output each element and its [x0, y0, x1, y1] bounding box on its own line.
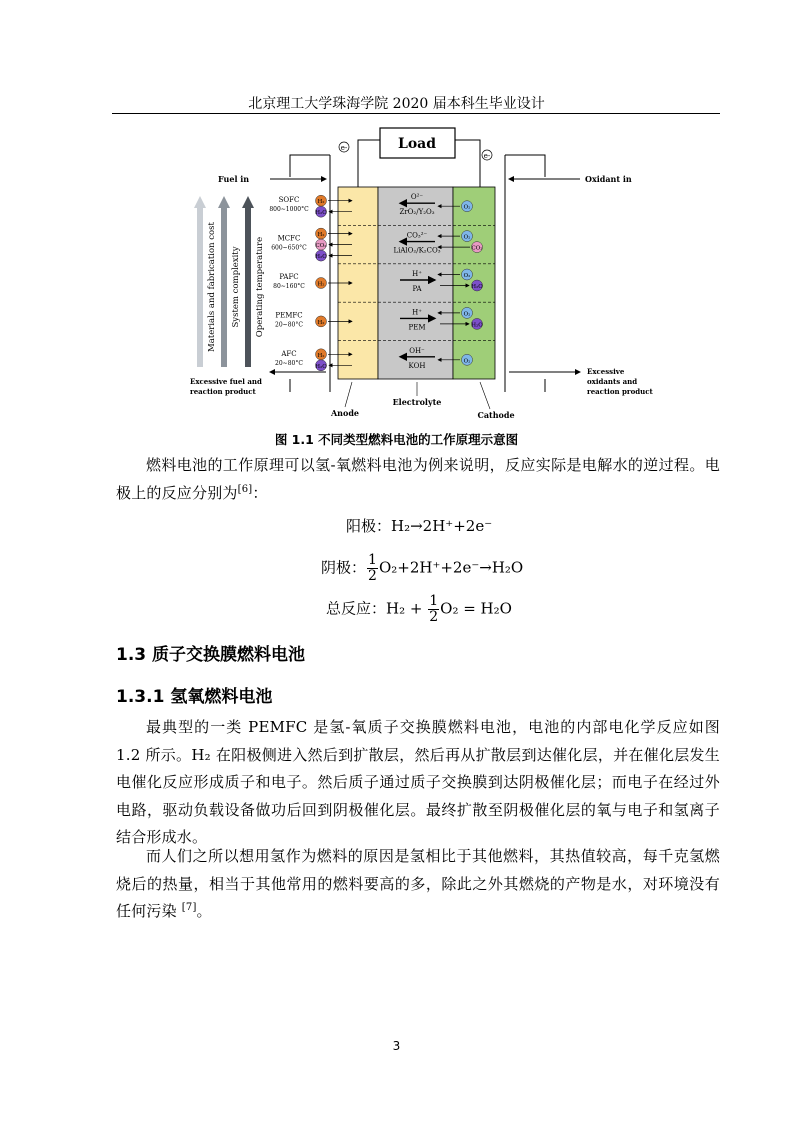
excess-ox-label-2: oxidants and — [587, 377, 638, 386]
trend-arrow-shaft-2 — [245, 207, 251, 367]
cathode-species-label-1-0: O₂ — [463, 234, 471, 241]
trend-arrow-label-1: System complexity — [231, 246, 241, 328]
fraction-half: $\frac{1}{2}$ — [429, 593, 439, 625]
page-header: 北京理工大学珠海学院 2020 届本科生毕业设计 — [248, 96, 545, 112]
cell-electrolyte-4: KOH — [408, 361, 426, 370]
anode-species-label-0-0: H₂ — [317, 199, 325, 206]
trend-arrow-head-1 — [218, 196, 230, 208]
circuit-left — [358, 140, 380, 187]
header-rule — [112, 113, 720, 114]
cell-ion-1: CO₃²⁻ — [406, 231, 428, 240]
equation-anode-expr: H₂→2H⁺+2e⁻ — [391, 517, 493, 535]
anode-species-label-4-1: H₂O — [315, 363, 327, 370]
cell-electrolyte-2: PA — [412, 285, 422, 293]
cell-name-2: PAFC — [279, 273, 299, 281]
housing-right-top — [505, 155, 545, 177]
fraction-half: $\frac{1}{2}$ — [368, 552, 377, 584]
anode-label: Anode — [330, 408, 360, 418]
cell-name-1: MCFC — [277, 234, 301, 243]
paragraph-hydrogen: 而人们之所以想用氢作为燃料的原因是氢相比于其他燃料，其热值较高，每千克氢燃烧后的热量，相当于其他常用的燃料要高的多，除此之外其燃烧的产物是水，对环境没有任何污染 [7]。 — [116, 847, 720, 920]
trend-arrow-head-2 — [242, 196, 254, 208]
section-heading-1-3: 1.3 质子交换膜燃料电池 — [116, 645, 306, 665]
cell-temp-4: 20~80°C — [275, 359, 303, 367]
anode-species-label-2-0: H₂ — [317, 281, 325, 288]
cell-ion-2: H⁺ — [412, 270, 422, 278]
trend-arrow-shaft-0 — [197, 207, 203, 367]
electron-label-left: e- — [340, 144, 348, 152]
oxidant-in-label: Oxidant in — [585, 174, 632, 184]
anode-species-label-0-1: H₂O — [315, 210, 327, 217]
cathode-species-label-0-0: O₂ — [463, 204, 471, 211]
cell-electrolyte-3: PEM — [408, 323, 426, 332]
cell-temp-1: 600~650°C — [271, 244, 307, 252]
cell-temp-2: 80~160°C — [273, 283, 305, 290]
excess-ox-label-3: reaction product — [587, 387, 653, 396]
citation-6: [6] — [237, 483, 253, 495]
trend-arrow-shaft-1 — [221, 207, 227, 367]
fuel-cell-diagram — [180, 122, 660, 427]
load-label: Load — [397, 136, 437, 152]
fuel-in-label: Fuel in — [218, 174, 250, 184]
paragraph-principle: 燃料电池的工作原理可以氢-氧燃料电池为例来说明，反应实际是电解水的逆过程。电极上的反应分别为[6]： — [116, 456, 720, 502]
cell-temp-3: 20~80°C — [275, 321, 303, 329]
cell-name-3: PEMFC — [275, 311, 303, 320]
cell-name-4: AFC — [281, 349, 297, 358]
anode-species-label-1-2: H₂O — [315, 254, 327, 261]
cathode-species-label-2-1: H₂O — [471, 284, 483, 290]
citation-7: [7] — [181, 902, 197, 913]
anode-pointer — [345, 382, 352, 407]
equation-cathode-expr: O₂+2H⁺+2e⁻→H₂O — [378, 558, 524, 577]
cell-electrolyte-1: LiAlO₂/K₂CO₃ — [393, 246, 441, 255]
trend-arrow-label-2: Operating temperature — [255, 236, 265, 338]
cathode-pointer — [480, 382, 490, 409]
paragraph-pemfc: 最典型的一类 PEMFC 是氢-氧质子交换膜燃料电池，电池的内部电化学反应如图 1.2 所示。H₂ 在阳极侧进入然后到扩散层，然后再从扩散层到达催化层，并在催化层发生电催化反应形成质子和电子。然后质子通过质子交换膜到达阴极催化层；而电子在经过外电路，驱动负载设备做功后回到阴极催化层。最终扩散至阴极催化层的氧与电子和氢离子结合形成水。 — [116, 718, 720, 846]
cathode-label: Cathode — [477, 410, 515, 420]
cell-ion-0: O²⁻ — [410, 193, 424, 202]
cell-ion-3: H⁺ — [412, 308, 422, 317]
electrolyte-label: Electrolyte — [392, 397, 442, 407]
anode-species-label-1-0: H₂ — [317, 232, 325, 239]
cathode-species-label-3-0: O₂ — [463, 311, 471, 318]
electron-label-right: e- — [483, 152, 491, 160]
excess-fuel-label-1: Excessive fuel and — [190, 377, 262, 386]
section-heading-1-3-1: 1.3.1 氢氧燃料电池 — [116, 687, 273, 707]
page-number: 3 — [392, 1039, 401, 1053]
housing-left-top — [290, 155, 330, 177]
cell-temp-0: 800~1000°C — [269, 206, 309, 214]
excess-ox-label-1: Excessive — [587, 367, 625, 376]
trend-arrow-head-0 — [194, 196, 206, 208]
circuit-right — [455, 140, 480, 187]
anode-species-label-4-0: H₂ — [317, 352, 325, 359]
cathode-species-label-2-0: O₂ — [463, 273, 471, 279]
cathode-species-label-3-1: H₂O — [471, 322, 483, 329]
equation-total-expr: O₂ = H₂O — [440, 599, 512, 618]
cell-ion-4: OH⁻ — [409, 346, 425, 355]
cathode-species-label-1-1: CO₂ — [471, 245, 483, 252]
cell-electrolyte-0: ZrO₂/Y₂O₃ — [399, 208, 435, 217]
anode-species-label-1-1: CO₂ — [315, 243, 327, 250]
trend-arrow-label-0: Materials and fabrication cost — [207, 222, 217, 352]
excess-fuel-label-2: reaction product — [190, 387, 256, 396]
cell-name-0: SOFC — [278, 196, 300, 205]
anode-species-label-3-0: H₂ — [317, 319, 325, 326]
cathode-species-label-4-0: O₂ — [463, 358, 471, 365]
figure-caption: 图 1.1 不同类型燃料电池的工作原理示意图 — [274, 432, 519, 447]
